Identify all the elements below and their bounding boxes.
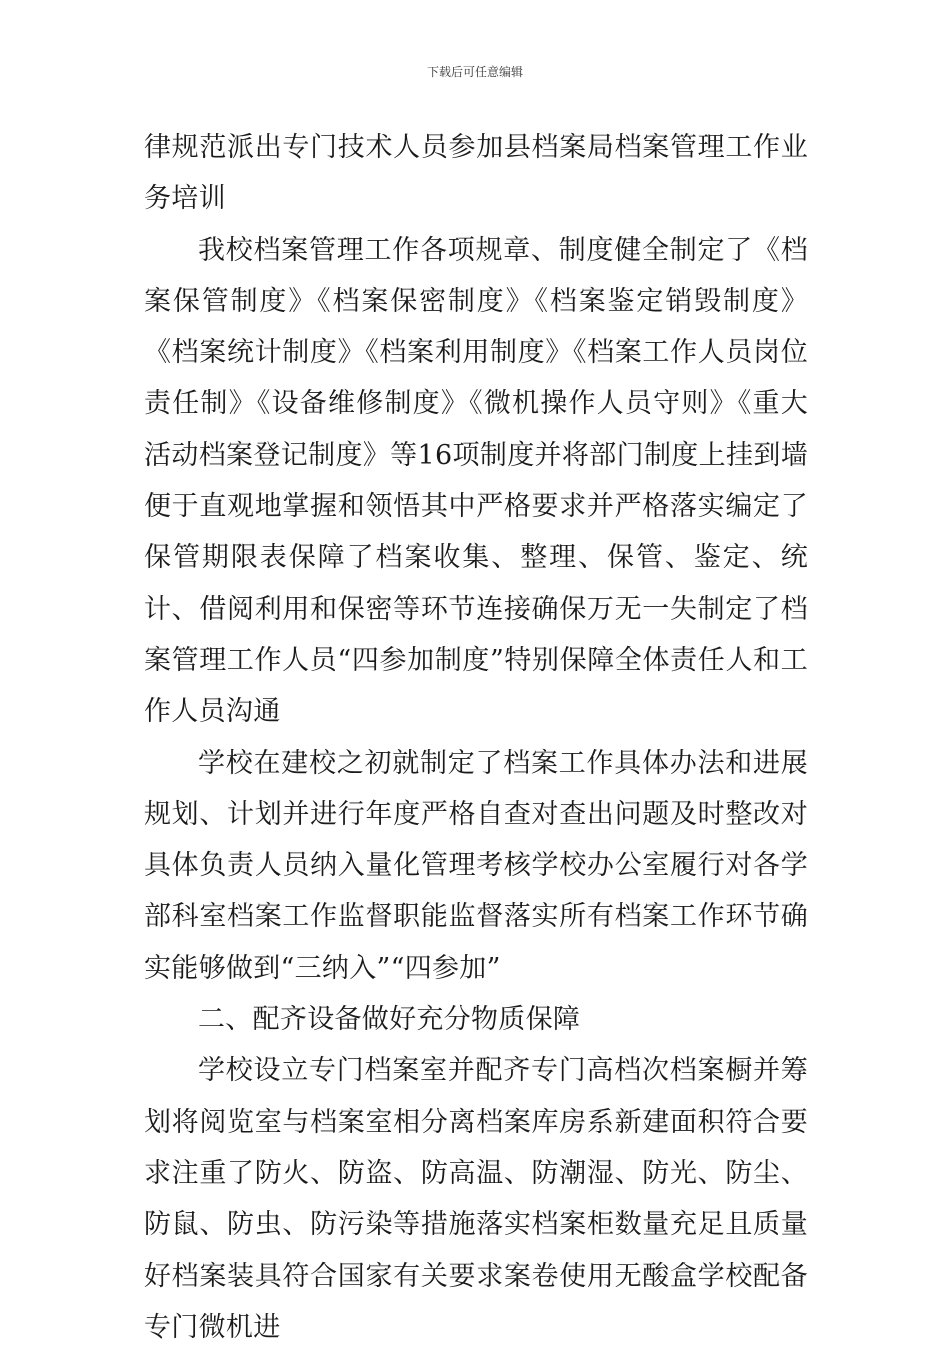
page-header: 下载后可任意编辑 [426, 65, 523, 79]
section-heading: 二、配齐设备做好充分物质保障 [198, 1004, 581, 1036]
paragraph-facilities: 学校设立专门档案室并配齐专门高档次档案橱并筹划将阅览室与档案室相分离档案库房系新建面积符合要求注重了防火、防盗、防高温、防潮湿、防光、防尘、防鼠、防虫、防污染等措施落实档案柜数量充足且质量好档案装具符合国家有关要求案卷使用无酸盒学校配备专门微机进 [144, 1055, 808, 1343]
paragraph-regulations: 我校档案管理工作各项规章、制度健全制定了《档案保管制度》《档案保密制度》《档案鉴定销毁制度》《档案统计制度》《档案利用制度》《档案工作人员岗位责任制》《设备维修制度》《微机操作人员守则》《重大活动档案登记制度》等16项制度并将部门制度上挂到墙便于直观地掌握和领悟其中严格要求并严格落实编定了保管期限表保障了档案收集、整理、保管、鉴定、统计、借阅利用和保密等环节连接确保万无一失制定了档案管理工作人员“四参加制度”特别保障全体责任人和工作人员沟通 [144, 234, 808, 728]
paragraph-planning: 学校在建校之初就制定了档案工作具体办法和进展规划、计划并进行年度严格自查对查出问题及时整改对具体负责人员纳入量化管理考核学校办公室履行对各学部科室档案工作监督职能监督落实所有档案工作环节确实能够做到“三纳入”“四参加” [144, 747, 808, 984]
document-body [144, 122, 808, 1353]
paragraph-continuation: 律规范派出专门技术人员参加县档案局档案管理工作业务培训 [144, 132, 808, 215]
